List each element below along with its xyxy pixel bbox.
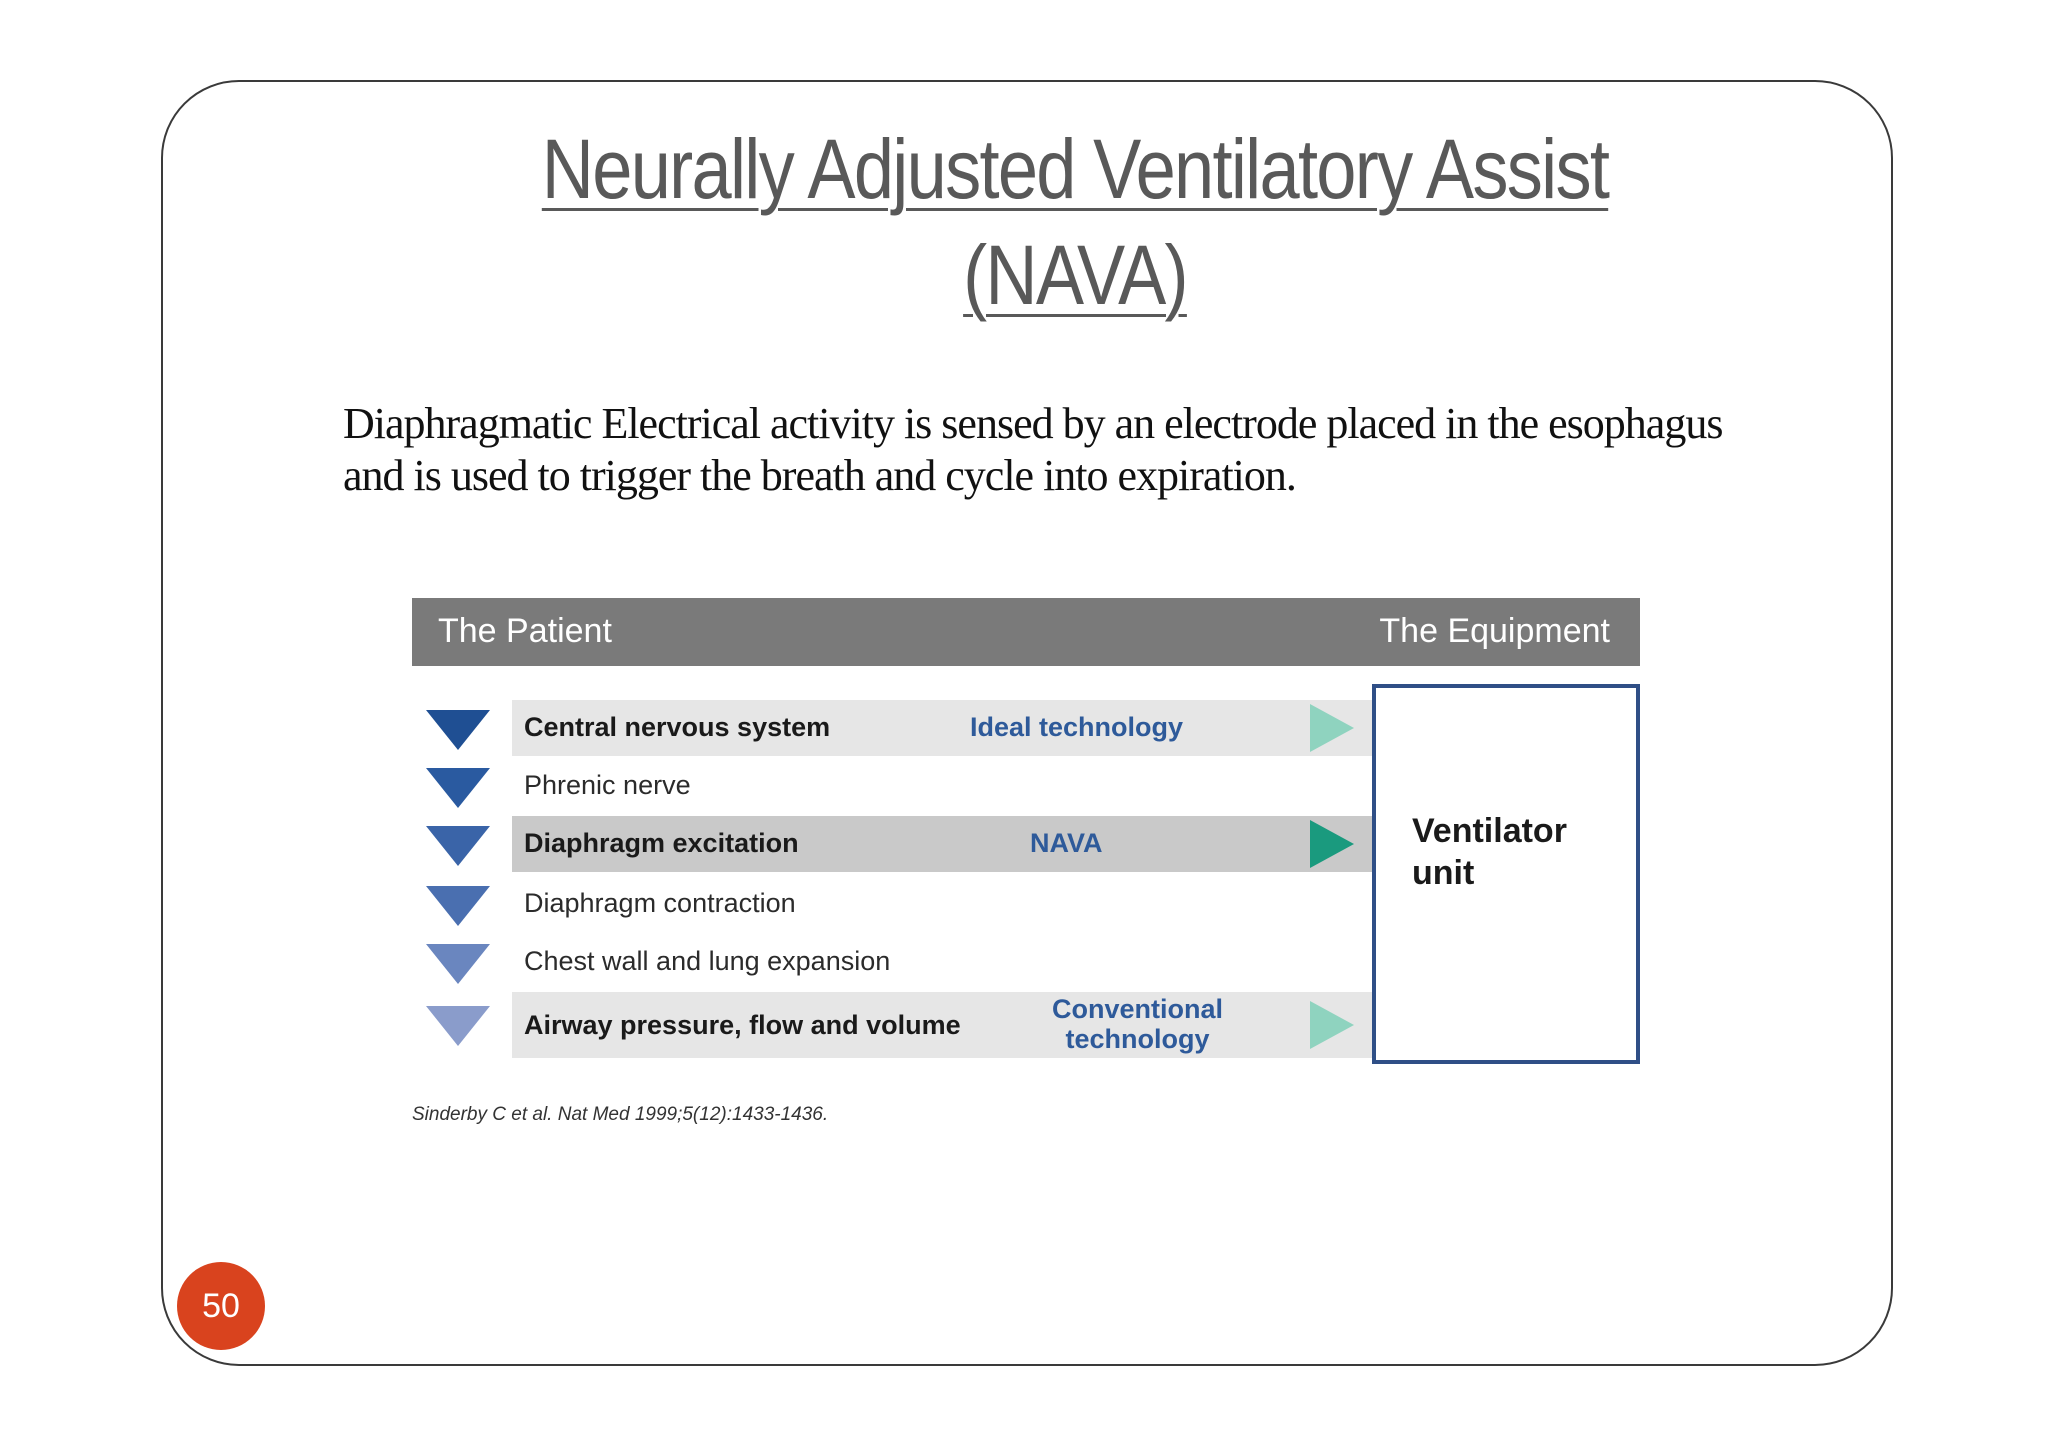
ventilator-unit-box — [1372, 684, 1640, 1064]
row-label: Airway pressure, flow and volume — [524, 1010, 961, 1040]
right-arrow-icon — [1310, 1001, 1354, 1049]
tech-line-1: Conventional — [1052, 994, 1224, 1024]
row-technology: Ideal technology — [970, 712, 1184, 742]
page-number-badge: 50 — [177, 1262, 265, 1350]
nava-diagram — [412, 598, 1640, 1138]
header-equipment: The Equipment — [1379, 612, 1610, 650]
right-arrow-icon — [1310, 820, 1354, 868]
tech-line-2: technology — [1065, 1024, 1210, 1054]
equipment-line-2: unit — [1412, 854, 1475, 892]
down-triangle-icon — [426, 944, 490, 984]
diagram-row-chest-wall — [412, 934, 1372, 990]
row-technology: NAVA — [1030, 828, 1103, 858]
down-triangle-icon — [426, 1006, 490, 1046]
ventilator-unit-label — [1412, 810, 1612, 894]
down-triangle-icon — [426, 710, 490, 750]
diagram-row-excitation — [412, 816, 1372, 872]
down-triangle-icon — [426, 886, 490, 926]
diagram-row-phrenic — [412, 758, 1372, 814]
body-paragraph: Diaphragmatic Electrical activity is sensed by an electrode placed in the esophagus and is used to trigger the breath and cycle into expiration. — [343, 399, 1723, 500]
row-label: Diaphragm contraction — [524, 888, 796, 918]
title-line-2: (NAVA) — [963, 228, 1187, 322]
diagram-header — [412, 598, 1640, 666]
title-line-1: Neurally Adjusted Ventilatory Assist — [541, 122, 1609, 216]
slide-title — [434, 116, 1715, 328]
diagram-row-airway — [412, 992, 1372, 1058]
row-label: Phrenic nerve — [524, 770, 691, 800]
row-label: Chest wall and lung expansion — [524, 946, 891, 976]
diagram-row-contraction — [412, 876, 1372, 932]
row-technology — [1052, 994, 1223, 1054]
equipment-line-1: Ventilator — [1412, 812, 1567, 850]
citation: Sinderby C et al. Nat Med 1999;5(12):1433-1436. — [412, 1104, 829, 1125]
down-triangle-icon — [426, 826, 490, 866]
down-triangle-icon — [426, 768, 490, 808]
diagram-row-cns — [412, 700, 1372, 756]
row-label: Diaphragm excitation — [524, 828, 799, 858]
header-patient: The Patient — [438, 612, 612, 650]
right-arrow-icon — [1310, 704, 1354, 752]
row-label: Central nervous system — [524, 712, 831, 742]
